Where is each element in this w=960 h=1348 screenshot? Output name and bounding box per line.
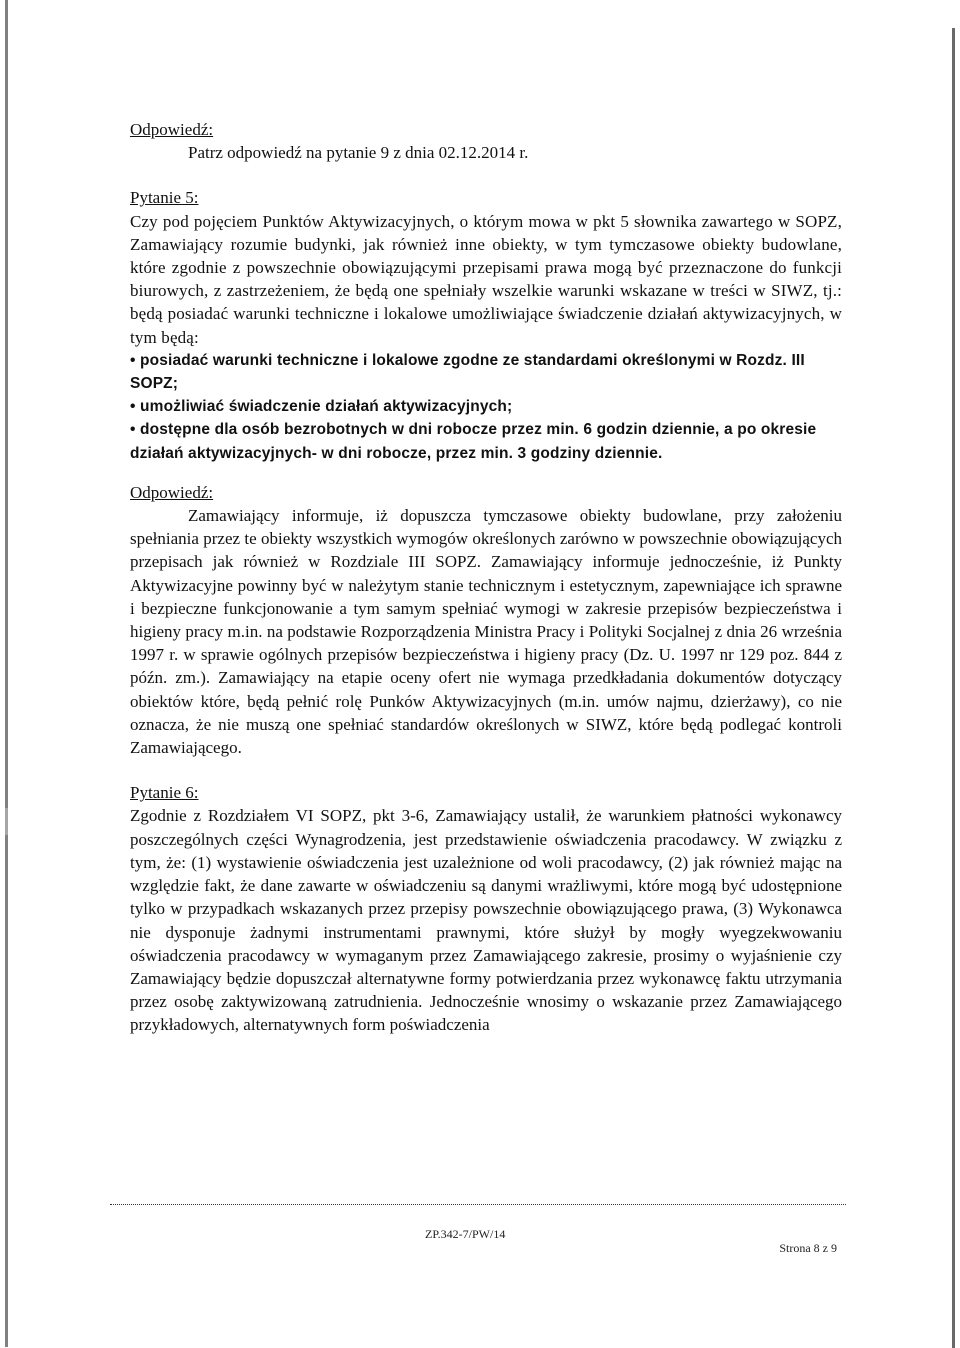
- question-5-bullets: [130, 349, 842, 465]
- question-5-bullet: • umożliwiać świadczenie działań aktywizacyjnych;: [130, 395, 842, 418]
- scan-edge-left: [5, 0, 8, 1347]
- question-5-intro: Czy pod pojęciem Punktów Aktywizacyjnych, o którym mowa w pkt 5 słownika zawartego w SOPZ, Zamawiający rozumie budynki, jak również inne obiekty, w tym tymczasowe obiekty budowlane, które zgodnie z powszechnie obowiązującymi przepisami prawa mogą być przeznaczone do funkcji biurowych, z zastrzeżeniem, że będą one spełniały wszelkie warunki wskazane w treści w SIWZ, tj.: będą posiadać warunki techniczne i lokalowe umożliwiające świadczenie działań aktywizacyjnych, w tym będą:: [130, 211, 842, 347]
- question-5-body: [130, 210, 842, 465]
- question-6-heading: Pytanie 6:: [130, 783, 199, 803]
- answer-5-text: Zamawiający informuje, iż dopuszcza tymczasowe obiekty budowlane, przy założeniu spełniania przez te obiekty wszystkich wymogów określonych zarówno w powszechnie obowiązujących przepisach jak również w Rozdziale III SOPZ. Zamawiający informuje jednocześnie, iż Punkty Aktywizacyjne powinny być w należytym stanie technicznym i estetycznym, zapewniające ich sprawne i bezpieczne funkcjonowanie a tym samym spełniać wymogi w zakresie przepisów bezpieczeństwa i higieny pracy m.in. na podstawie Rozporządzenia Ministra Pracy i Polityki Socjalnej z dnia 26 września 1997 r. w sprawie ogólnych przepisów bezpieczeństwa i higieny pracy (Dz. U. 1997 nr 129 poz. 844 z późn. zm.). Zamawiający na etapie oceny ofert nie wymaga przedkładania dokumentów dotyczący obiektów które, będą pełnić rolę Punków Aktywizacyjnych (m.in. umów najmu, dzierżawy), co nie oznacza, że nie muszą one spełniać standardów określonych w SIWZ, które będą podlegać kontroli Zamawiającego.: [130, 506, 842, 758]
- footer-divider: [110, 1204, 846, 1205]
- question-6-text: Zgodnie z Rozdziałem VI SOPZ, pkt 3-6, Zamawiający ustalił, że warunkiem płatności wykonawcy poszczególnych części Wynagrodzenia, jest przedstawienie oświadczenia pracodawcy. W związku z tym, że: (1) wystawienie oświadczenia jest uzależnione od woli pracodawcy, (2) jak również mając na względzie fakt, że dane zawarte w oświadczeniu są danymi wrażliwymi, które mogą być udostępnione tylko w przypadkach wskazanych przez przepisy powszechnie obowiązującego prawa, (3) Wykonawca nie dysponuje żadnymi instrumentami prawnymi, które służył by mogły wyegzekwowaniu oświadczenia pracodawcy w wymaganym przez Zamawiającego zakresie, prosimy o wyjaśnienie czy Zamawiający będzie dopuszczał alternatywne formy potwierdzania przez wykonawcę faktu utrzymania przez osobę zaktywizowaną zatrudnienia. Jednocześnie wnosimy o wskazanie przez Zamawiającego przykładowych, alternatywnych form poświadczenia: [130, 806, 842, 1035]
- answer-5-heading: Odpowiedź:: [130, 482, 214, 502]
- question-5-bullet: • dostępne dla osób bezrobotnych w dni robocze przez min. 6 godzin dziennie, a po okresie działań aktywizacyjnych- w dni robocze, przez min. 3 godziny dziennie.: [130, 418, 842, 464]
- answer-text: Patrz odpowiedź na pytanie 9 z dnia 02.12.2014 r.: [188, 143, 529, 163]
- answer-heading: Odpowiedź:: [130, 120, 214, 139]
- document-id: ZP.342-7/PW/14: [425, 1227, 506, 1241]
- page-content: [130, 118, 842, 1037]
- question-5-bullet: • posiadać warunki techniczne i lokalowe zgodne ze standardami określonymi w Rozdz. III SOPZ;: [130, 349, 842, 395]
- page-number: Strona 8 z 9: [779, 1241, 837, 1255]
- question-5-heading: Pytanie 5:: [130, 188, 199, 208]
- scan-edge-right: [952, 28, 955, 1348]
